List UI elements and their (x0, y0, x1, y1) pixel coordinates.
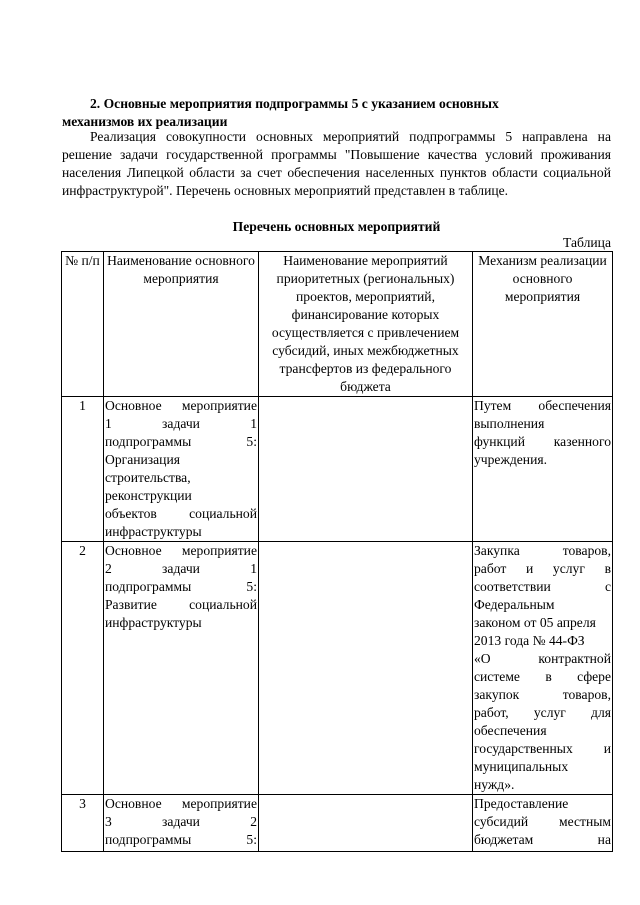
table-row (62, 795, 613, 852)
cell-line: 3 задачи 2 (105, 814, 257, 829)
cell-line: Предоставление (474, 796, 569, 811)
cell-line: подпрограммы 5: (105, 832, 257, 847)
cell-line: Развитие социальной (105, 597, 257, 612)
table-row (62, 397, 613, 542)
cell-line: реконструкции (105, 488, 192, 503)
cell-line: Путем обеспечения (474, 398, 611, 413)
cell-line: инфраструктуры (105, 615, 202, 630)
table-label: Таблица (563, 235, 611, 250)
cell-line: закупок товаров, (474, 687, 611, 702)
header-mechanism: Механизм реализации основного мероприятия (473, 252, 613, 397)
header-projects: Наименование мероприятий приоритетных (региональных) проектов, мероприятий, финансирование которых осуществляется с привлечением субсидий, иных межбюджетных трансфертов из федерального бюджета (259, 252, 473, 397)
cell-line: муниципальных (474, 759, 569, 774)
list-title: Перечень основных мероприятий (232, 219, 441, 234)
cell-line: строительства, (105, 470, 191, 485)
cell-line: объектов социальной (105, 506, 257, 521)
header-number: № п/п (62, 252, 104, 397)
cell-line: «О контрактной (474, 651, 611, 666)
cell-line: инфраструктуры (105, 524, 202, 539)
intro-paragraph: Реализация совокупности основных мероприятий подпрограммы 5 направлена на решение задачи государственной программы "Повышение качества условий проживания населения Липецкой области за счет обеспечения населенных пунктов области социальной инфраструктурой". Перечень основных мероприятий представлен в таблице. (62, 129, 611, 198)
cell-line: 2 задачи 1 (105, 561, 257, 576)
cell-line: 1 задачи 1 (105, 416, 257, 431)
cell-line: Закупка товаров, (474, 543, 611, 558)
section-heading (62, 95, 611, 131)
cell-line: Основное мероприятие (105, 796, 257, 811)
activities-table (61, 251, 613, 852)
row-projects (259, 795, 473, 852)
cell-line: 2013 года № 44-ФЗ (474, 633, 585, 648)
cell-line: подпрограммы 5: (105, 579, 257, 594)
row-number: 2 (62, 542, 104, 795)
row-mechanism (473, 542, 613, 795)
table-row (62, 542, 613, 795)
row-number: 3 (62, 795, 104, 852)
cell-line: нужд». (474, 777, 515, 792)
cell-line: государственных и (474, 741, 611, 756)
cell-line: учреждения. (474, 452, 548, 467)
row-projects (259, 542, 473, 795)
row-number: 1 (62, 397, 104, 542)
cell-line: обеспечения (474, 723, 547, 738)
cell-line: соответствии с (474, 579, 611, 594)
row-projects (259, 397, 473, 542)
cell-line: Основное мероприятие (105, 398, 257, 413)
cell-line: функций казенного (474, 434, 611, 449)
header-activity-name: Наименование основного мероприятия (104, 252, 259, 397)
cell-line: Федеральным (474, 597, 555, 612)
cell-line: работ и услуг в (474, 561, 611, 576)
section-heading-line-2: механизмов их реализации (62, 114, 228, 129)
row-activity-name (104, 795, 259, 852)
row-activity-name (104, 542, 259, 795)
cell-line: законом от 05 апреля (474, 615, 596, 630)
cell-line: подпрограммы 5: (105, 434, 257, 449)
row-mechanism (473, 795, 613, 852)
cell-line: бюджетам на (474, 832, 611, 847)
cell-line: субсидий местным (474, 814, 611, 829)
cell-line: системе в сфере (474, 669, 611, 684)
table-header-row (62, 252, 613, 397)
cell-line: работ, услуг для (474, 705, 611, 720)
cell-line: Основное мероприятие (105, 543, 257, 558)
row-activity-name (104, 397, 259, 542)
row-mechanism (473, 397, 613, 542)
cell-line: Организация (105, 452, 180, 467)
cell-line: выполнения (474, 416, 545, 431)
section-heading-line-1: 2. Основные мероприятия подпрограммы 5 с указанием основных (90, 96, 499, 111)
